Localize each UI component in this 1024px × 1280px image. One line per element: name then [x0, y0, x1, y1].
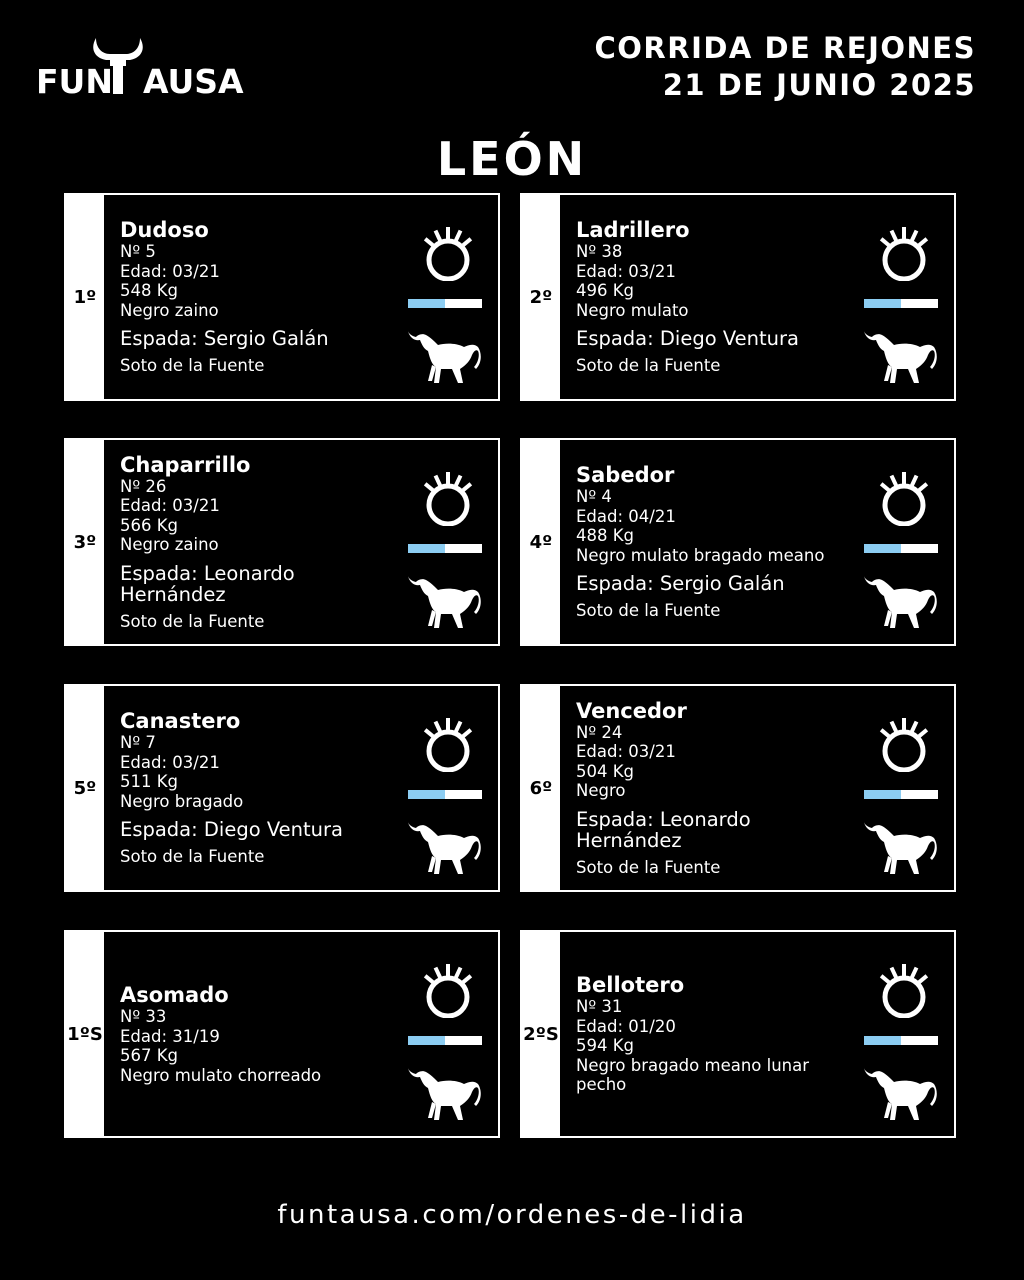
logo-text-right: AUSA	[142, 62, 244, 101]
bull-coat: Negro bragado	[120, 791, 244, 811]
brand-logo	[36, 36, 244, 101]
bull-name: Vencedor	[576, 698, 687, 723]
logo-text-left: FUN	[36, 62, 113, 101]
bull-coat: Negro mulato bragado meano	[576, 545, 825, 565]
bull-weight: 496 Kg	[576, 281, 635, 300]
bull-age: Edad: 03/21	[576, 261, 676, 281]
bull-info	[120, 932, 398, 1136]
bull-card	[520, 684, 956, 892]
bull-info	[120, 195, 398, 399]
bull-ganaderia: Soto de la Fuente	[576, 857, 721, 877]
footer-url[interactable]: funtausa.com/ordenes-de-lidia	[277, 1200, 747, 1230]
bull-espada: Espada: Sergio Galán	[576, 572, 785, 595]
bull-order: 5º	[66, 686, 104, 890]
bull-order: 6º	[522, 686, 560, 890]
level-bar-fill	[408, 1036, 445, 1045]
bull-weight: 566 Kg	[120, 515, 179, 535]
bull-info	[576, 932, 854, 1136]
bull-number: Nº 38	[576, 242, 623, 261]
bull-info	[576, 686, 854, 890]
level-bar	[864, 544, 938, 553]
bull-number: Nº 4	[576, 487, 612, 506]
bull-order: 1º	[66, 195, 104, 399]
bull-coat: Negro mulato	[576, 300, 689, 320]
bull-coat: Negro	[576, 781, 626, 800]
bull-age: Edad: 03/21	[120, 752, 220, 772]
bull-weight: 504 Kg	[576, 761, 635, 781]
level-bar	[864, 790, 938, 799]
level-bar-fill	[408, 790, 445, 799]
bull-name: Sabedor	[576, 463, 675, 487]
bull-name: Canastero	[120, 709, 241, 733]
bull-order: 1ºS	[66, 932, 104, 1136]
bull-card	[520, 438, 956, 646]
bull-age: Edad: 03/21	[120, 261, 220, 281]
bull-card	[64, 930, 500, 1138]
bull-info	[576, 440, 854, 644]
bull-espada: Espada: Leonardo Hernández	[120, 561, 295, 606]
bull-name: Asomado	[120, 983, 229, 1007]
bull-weight: 594 Kg	[576, 1036, 635, 1056]
level-bar-fill	[864, 1036, 901, 1045]
level-bar-fill	[408, 544, 445, 553]
bull-card	[64, 193, 500, 401]
bull-number: Nº 26	[120, 476, 167, 496]
bull-age: Edad: 04/21	[576, 506, 676, 526]
bull-number: Nº 33	[120, 1007, 167, 1026]
bull-age: Edad: 01/20	[576, 1016, 676, 1036]
bull-order: 4º	[522, 440, 560, 644]
bull-age: Edad: 03/21	[576, 742, 676, 761]
event-title: CORRIDA DE REJONES	[594, 31, 976, 65]
bull-coat: Negro zaino	[120, 300, 219, 320]
ring-icon	[874, 716, 934, 772]
ring-icon	[874, 225, 934, 281]
level-bar	[864, 1036, 938, 1045]
bull-espada: Espada: Sergio Galán	[120, 327, 329, 350]
bull-order: 2º	[522, 195, 560, 399]
ring-icon	[418, 470, 478, 526]
level-bar	[408, 790, 482, 799]
bull-weight: 488 Kg	[576, 526, 635, 545]
bull-ganaderia: Soto de la Fuente	[576, 601, 721, 620]
level-bar-fill	[864, 544, 901, 553]
level-bar	[408, 299, 482, 308]
bull-info	[120, 440, 398, 644]
bull-ganaderia: Soto de la Fuente	[120, 611, 265, 631]
bull-espada: Espada: Leonardo Hernández	[576, 807, 751, 852]
bull-name: Chaparrillo	[120, 452, 251, 477]
ring-icon	[418, 962, 478, 1018]
bull-card	[520, 193, 956, 401]
bull-name: Ladrillero	[576, 218, 690, 242]
bull-icon	[862, 325, 938, 387]
bull-icon	[862, 816, 938, 878]
bull-number: Nº 5	[120, 242, 156, 261]
bull-card	[64, 438, 500, 646]
bull-icon	[406, 325, 482, 387]
bull-info	[576, 195, 854, 399]
event-header	[594, 30, 976, 104]
bull-icon	[406, 1062, 482, 1124]
bull-icon	[406, 816, 482, 878]
level-bar-fill	[864, 299, 901, 308]
bull-number: Nº 7	[120, 733, 156, 752]
bull-head-icon	[88, 36, 148, 98]
bull-ganaderia: Soto de la Fuente	[120, 847, 265, 866]
bull-espada: Espada: Diego Ventura	[120, 818, 343, 841]
event-date: 21 DE JUNIO 2025	[662, 68, 976, 102]
ring-icon	[874, 470, 934, 526]
bull-icon	[406, 570, 482, 632]
level-bar-fill	[864, 790, 901, 799]
bull-coat: Negro bragado meano lunar pecho	[576, 1055, 810, 1095]
bull-order: 3º	[66, 440, 104, 644]
ring-icon	[418, 716, 478, 772]
city-title: LEÓN	[436, 132, 588, 186]
bull-card	[520, 930, 956, 1138]
bull-name: Bellotero	[576, 973, 685, 998]
bull-weight: 548 Kg	[120, 281, 179, 300]
bull-info	[120, 686, 398, 890]
bull-card	[64, 684, 500, 892]
level-bar-fill	[408, 299, 445, 308]
level-bar	[408, 544, 482, 553]
bull-icon	[862, 1062, 938, 1124]
ring-icon	[874, 962, 934, 1018]
bull-age: Edad: 03/21	[120, 496, 220, 515]
level-bar	[408, 1036, 482, 1045]
bull-coat: Negro zaino	[120, 535, 219, 554]
bull-ganaderia: Soto de la Fuente	[120, 356, 265, 375]
bull-age: Edad: 31/19	[120, 1026, 220, 1046]
bull-coat: Negro mulato chorreado	[120, 1065, 322, 1085]
bull-number: Nº 24	[576, 722, 623, 742]
bull-weight: 567 Kg	[120, 1046, 179, 1065]
bull-number: Nº 31	[576, 997, 623, 1017]
bull-ganaderia: Soto de la Fuente	[576, 356, 721, 375]
bull-name: Dudoso	[120, 218, 209, 242]
ring-icon	[418, 225, 478, 281]
bull-weight: 511 Kg	[120, 772, 179, 791]
bull-order: 2ºS	[522, 932, 560, 1136]
level-bar	[864, 299, 938, 308]
bull-espada: Espada: Diego Ventura	[576, 327, 799, 350]
bull-icon	[862, 570, 938, 632]
